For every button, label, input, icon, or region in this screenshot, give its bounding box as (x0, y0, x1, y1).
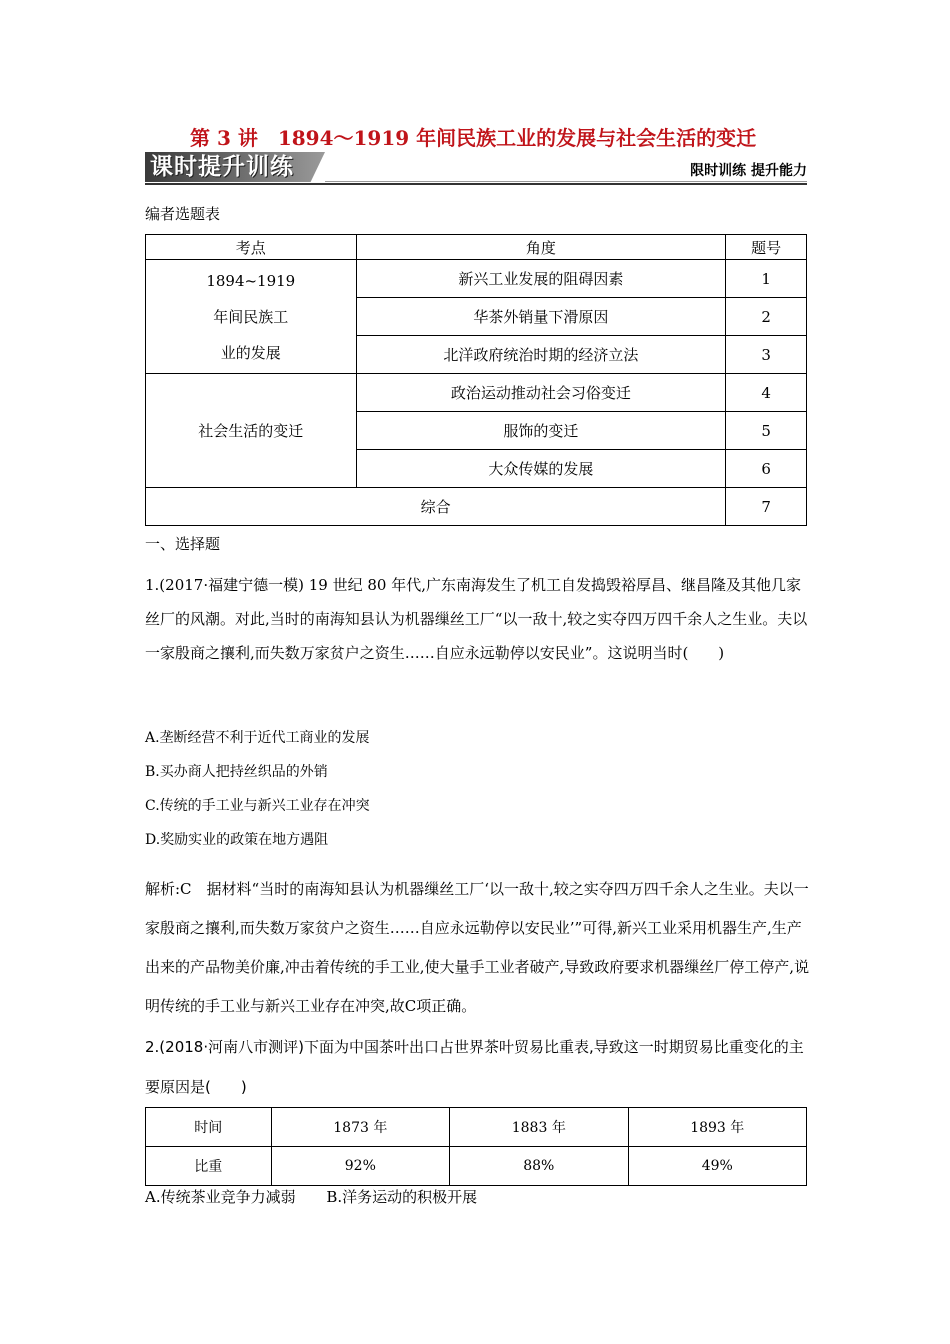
table-row (146, 1147, 807, 1186)
angle-cell: 北洋政府统治时期的经济立法 (356, 336, 726, 374)
table-cell: 1883 年 (450, 1108, 628, 1147)
topic-table (145, 234, 807, 526)
question-1-stem: 1.(2017·福建宁德一模) 19 世纪 80 年代,广东南海发生了机工自发捣毁裕厚昌、继昌隆及其他几家丝厂的风潮。对此,当时的南海知县认为机器缫丝工厂“以一敌十,较之实夺四万四千余人之生业。夫以一家殷商之攘利,而失数万家贫户之资生……自应永远勒停以安民业”。这说明当时( ) (145, 576, 808, 662)
table-cell: 92% (271, 1147, 449, 1186)
table-row (146, 260, 807, 298)
option-d: D.奖励实业的政策在地方遇阻 (145, 832, 329, 848)
number-cell: 5 (726, 412, 807, 450)
number-cell: 2 (726, 298, 807, 336)
topic-line: 年间民族工 (213, 307, 289, 326)
table-cell: 时间 (146, 1108, 272, 1147)
header-rule (145, 183, 807, 185)
option-c: C.传统的手工业与新兴工业存在冲突 (145, 798, 370, 814)
topic-line: 业的发展 (220, 343, 281, 362)
number-cell: 1 (726, 260, 807, 298)
topic-line: 1894~1919 (206, 271, 296, 290)
angle-cell: 服饰的变迁 (356, 412, 726, 450)
summary-number: 7 (726, 488, 807, 526)
header-cell-topic: 考点 (146, 235, 357, 260)
option-b: B.买办商人把持丝织品的外销 (145, 764, 328, 780)
question-1-analysis: 解析:C 据材料“当时的南海知县认为机器缫丝工厂‘以一敌十,较之实夺四万四千余人之生业。夫以一家殷商之攘利,而失数万家贫户之资生……自应永远勒停以安民业’”可得,新兴工业采用机器生产,生产出来的产品物美价廉,冲击着传统的手工业,使大量手工业者破产,导致政府要求机器缫丝厂停工停产,说明传统的手工业与新兴工业存在冲突,故C项正确。 (145, 880, 810, 1015)
header-rule-thin (325, 181, 807, 182)
header-slogan: 限时训练 提升能力 (690, 163, 807, 179)
option-b: B.洋务运动的积极开展 (326, 1188, 478, 1206)
page-title: 第 3 讲 1894～1919 年间民族工业的发展与社会生活的变迁 (190, 126, 757, 150)
section-label: 一、选择题 (145, 535, 221, 553)
angle-cell: 新兴工业发展的阻碍因素 (356, 260, 726, 298)
topic-cell-industry (146, 260, 357, 374)
table-row (146, 1108, 807, 1147)
option-a: A.传统茶业竞争力减弱 (145, 1188, 296, 1206)
question-1-options (145, 728, 370, 864)
question-2-stem: 2.(2018·河南八市测评)下面为中国茶叶出口占世界茶叶贸易比重表,导致这一时期贸易比重变化的主要原因是( ) (145, 1038, 804, 1096)
table-row (146, 374, 807, 412)
topic-line: 社会生活的变迁 (198, 422, 304, 440)
angle-cell: 政治运动推动社会习俗变迁 (356, 374, 726, 412)
number-cell: 6 (726, 450, 807, 488)
number-cell: 3 (726, 336, 807, 374)
angle-cell: 大众传媒的发展 (356, 450, 726, 488)
topic-cell-society (146, 374, 357, 488)
table-cell: 比重 (146, 1147, 272, 1186)
summary-label: 综合 (146, 488, 726, 526)
table-summary-row (146, 488, 807, 526)
header-cell-angle: 角度 (356, 235, 726, 260)
table-cell: 49% (628, 1147, 806, 1186)
question-2-options (145, 1186, 503, 1207)
header-cell-number: 题号 (726, 235, 807, 260)
table-header-row (146, 235, 807, 260)
option-a: A.垄断经营不利于近代工商业的发展 (145, 730, 370, 746)
table-cell: 1873 年 (271, 1108, 449, 1147)
table-cell: 1893 年 (628, 1108, 806, 1147)
tea-share-table (145, 1107, 807, 1186)
angle-cell: 华茶外销量下滑原因 (356, 298, 726, 336)
topic-table-caption: 编者选题表 (145, 205, 221, 223)
table-cell: 88% (450, 1147, 628, 1186)
number-cell: 4 (726, 374, 807, 412)
banner-title: 课时提升训练 (150, 154, 294, 180)
